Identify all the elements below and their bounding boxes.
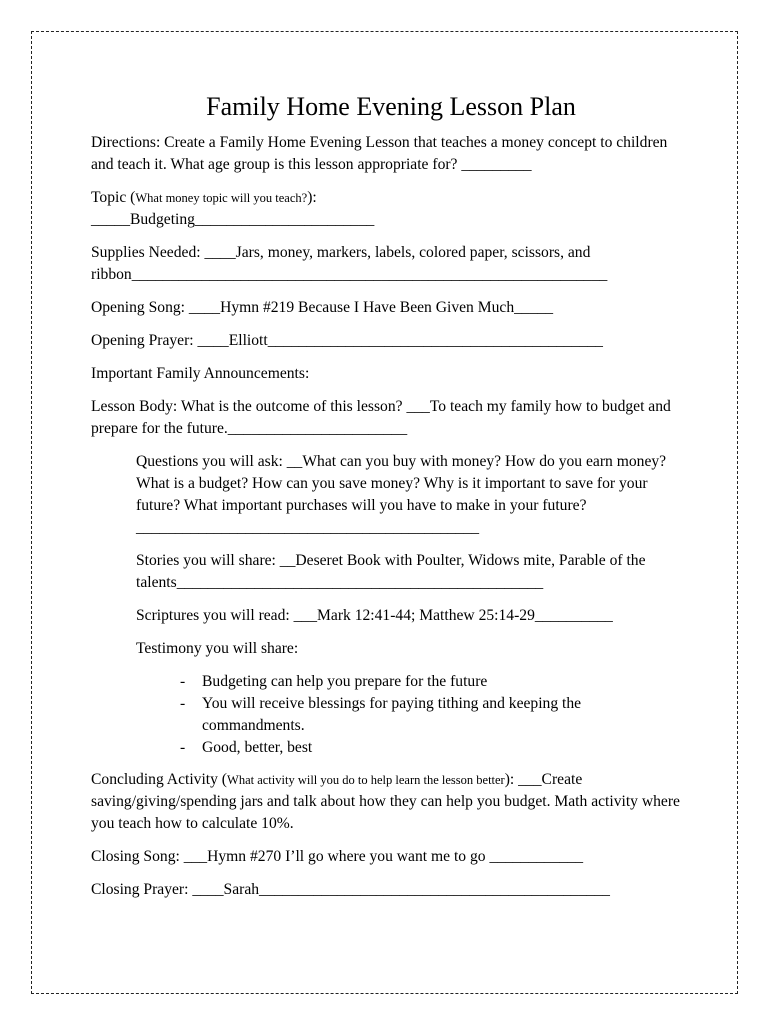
supplies-field: Supplies Needed: ____Jars, money, markers, labels, colored paper, scissors, and ribbon_____________________________________________________________ [91, 244, 608, 283]
scriptures-field: Scriptures you will read: ___Mark 12:41-44; Matthew 25:14-29__________ [136, 607, 613, 624]
topic-close: ): [307, 189, 317, 206]
concluding-answer: ): ___Create saving/giving/spending jars and talk about how they can help you budget. Math activity where you teach how to calculate 10%. [91, 771, 680, 832]
list-item: - You will receive blessings for paying tithing and keeping the commandments. [180, 693, 660, 737]
testimony-label: Testimony you will share: [136, 640, 299, 657]
topic-answer: _____Budgeting_______________________ [91, 211, 375, 228]
list-item: - Budgeting can help you prepare for the future [180, 671, 660, 693]
opening-song-field: Opening Song: ____Hymn #219 Because I Have Been Given Much_____ [91, 299, 554, 316]
stories-field: Stories you will share: __Deseret Book with Poulter, Widows mite, Parable of the talents_______________________________________________ [136, 552, 646, 591]
opening-prayer-field: Opening Prayer: ____Elliott___________________________________________ [91, 332, 603, 349]
list-item: - Good, better, best [180, 737, 660, 759]
announcements-field: Important Family Announcements: [91, 365, 310, 382]
testimony-list [180, 671, 660, 759]
closing-song-field: Closing Song: ___Hymn #270 I’ll go where you want me to go ____________ [91, 848, 584, 865]
topic-hint: What money topic will you teach? [135, 191, 308, 205]
topic-field [91, 187, 691, 231]
lesson-plan-document [91, 91, 691, 912]
directions: Directions: Create a Family Home Evening Lesson that teaches a money concept to children and teach it. What age group is this lesson appropriate for? _________ [91, 134, 668, 173]
lesson-body-field: Lesson Body: What is the outcome of this lesson? ___To teach my family how to budget and prepare for the future._______________________ [91, 398, 671, 437]
questions-field: Questions you will ask: __What can you buy with money? How do you earn money? What is a budget? How can you save money? Why is it important to save for your future? What important purchases will you have to make in your future?____________________________________________ [136, 453, 667, 536]
topic-label: Topic ( [91, 189, 136, 206]
concluding-hint: What activity will you do to help learn the lesson better [227, 773, 505, 787]
concluding-activity-field [91, 769, 691, 835]
page-title: Family Home Evening Lesson Plan [206, 92, 576, 121]
concluding-label: Concluding Activity ( [91, 771, 228, 788]
closing-prayer-field: Closing Prayer: ____Sarah_____________________________________________ [91, 881, 610, 898]
